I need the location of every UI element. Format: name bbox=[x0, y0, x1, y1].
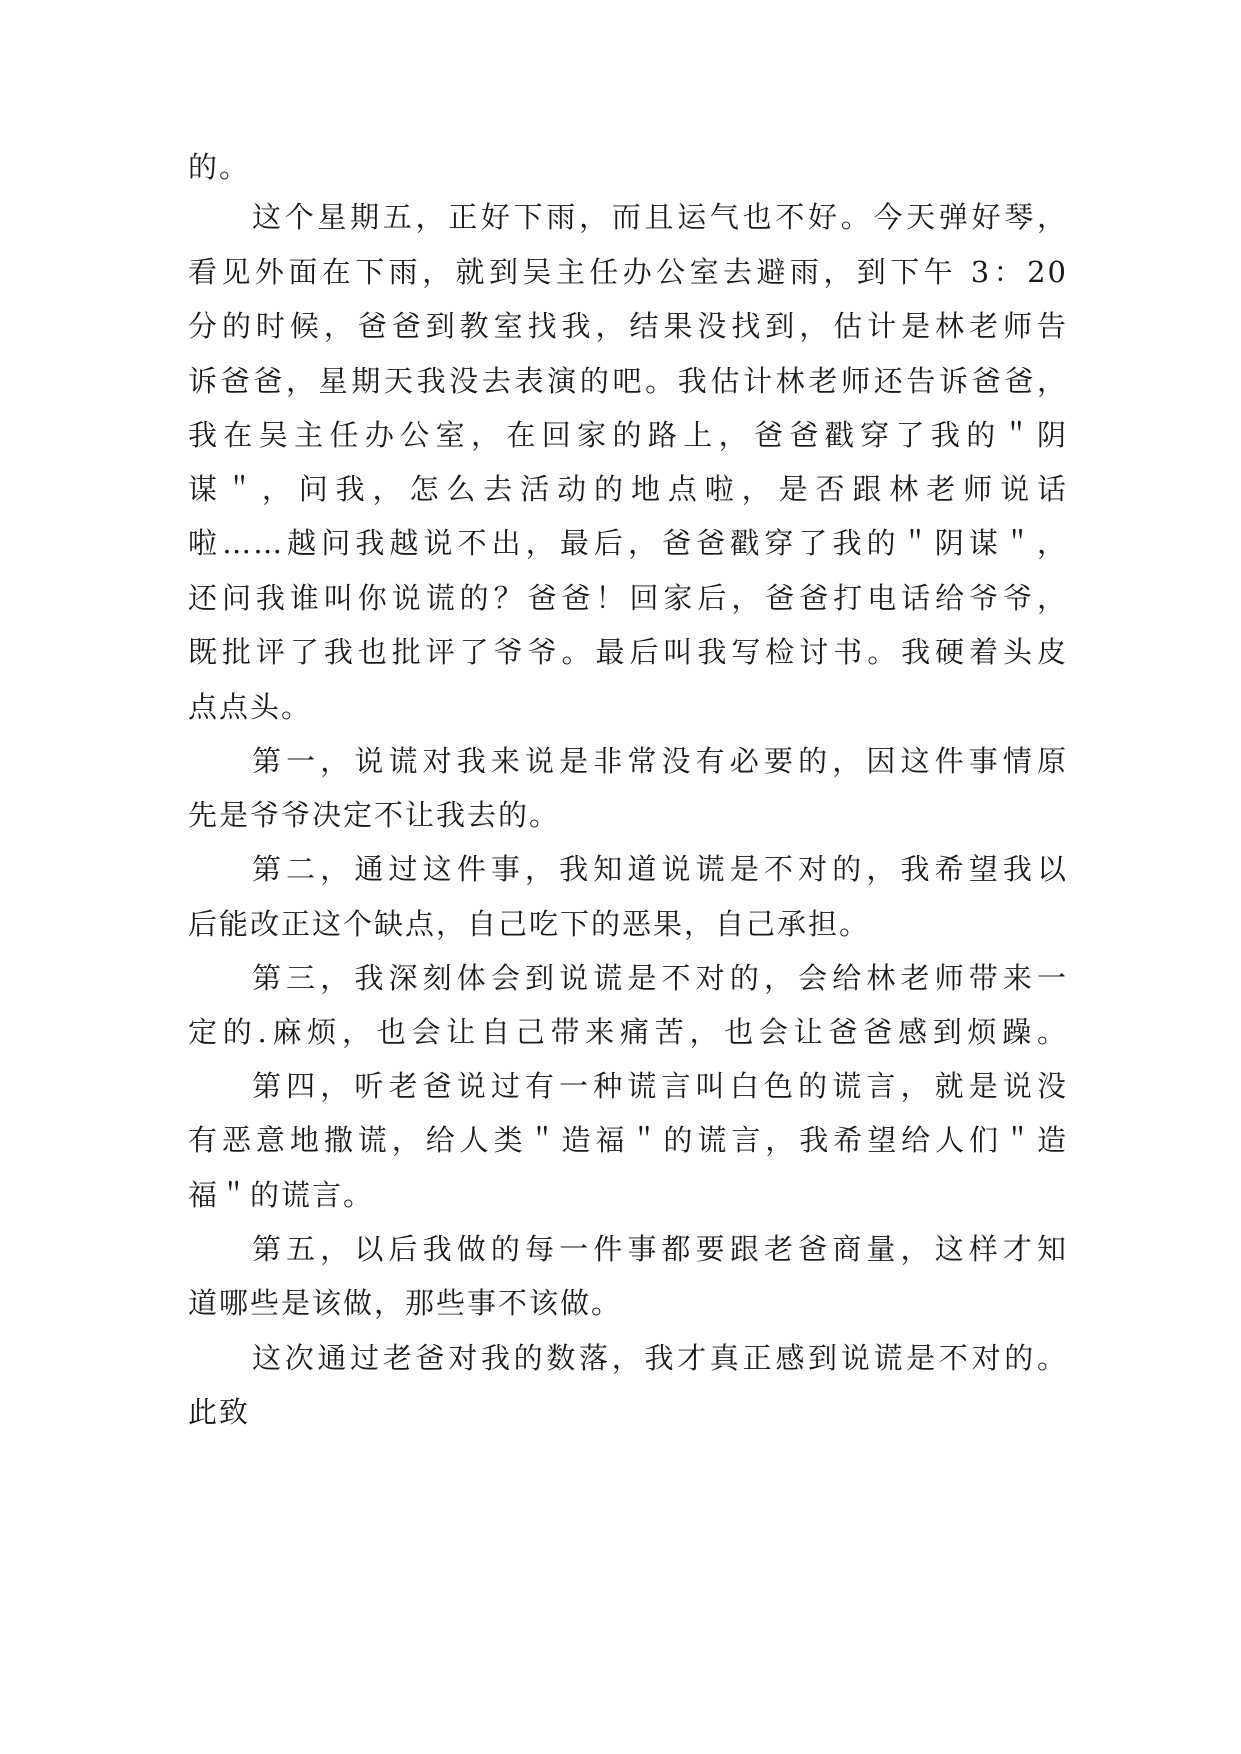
paragraph-first-line: 第三，我深刻体会到说谎是不对的，会给林老师带来一 bbox=[252, 961, 1068, 995]
text-line: 后能改正这个缺点，自己吃下的恶果，自己承担。 bbox=[188, 907, 871, 941]
text-line: 定的.麻烦，也会让自己带来痛苦，也会让爸爸感到烦躁。 bbox=[188, 1015, 1068, 1049]
paragraph-first-line: 这次通过老爸对我的数落，我才真正感到说谎是不对的。 bbox=[252, 1341, 1068, 1375]
paragraph-first-line: 第一，说谎对我来说是非常没有必要的，因这件事情原 bbox=[252, 744, 1068, 778]
paragraph-first-line: 第五，以后我做的每一件事都要跟老爸商量，这样才知 bbox=[252, 1232, 1068, 1266]
text-line: 看见外面在下雨，就到吴主任办公室去避雨，到下午 3：20 bbox=[188, 255, 1068, 289]
text-line: 还问我谁叫你说谎的？爸爸！回家后，爸爸打电话给爷爷， bbox=[188, 581, 1068, 615]
text-line: 谋＂，问我，怎么去活动的地点啦，是否跟林老师说话 bbox=[188, 472, 1068, 506]
text-line: 诉爸爸，星期天我没去表演的吧。我估计林老师还告诉爸爸， bbox=[188, 364, 1068, 398]
text-line: 有恶意地撒谎，给人类＂造福＂的谎言，我希望给人们＂造 bbox=[188, 1123, 1068, 1157]
text-line: 既批评了我也批评了爷爷。最后叫我写检讨书。我硬着头皮 bbox=[188, 635, 1068, 669]
paragraph-first-line: 这个星期五，正好下雨，而且运气也不好。今天弹好琴， bbox=[252, 200, 1068, 234]
text-line: 啦……越问我越说不出，最后，爸爸戳穿了我的＂阴谋＂， bbox=[188, 526, 1068, 560]
text-line: 分的时候，爸爸到教室找我，结果没找到，估计是林老师告 bbox=[188, 309, 1068, 343]
text-line: 点点头。 bbox=[188, 690, 313, 724]
paragraph-first-line: 第四，听老爸说过有一种谎言叫白色的谎言，就是说没 bbox=[252, 1069, 1068, 1103]
text-line: 道哪些是该做，那些事不该做。 bbox=[188, 1286, 623, 1320]
paragraph-first-line: 第二，通过这件事，我知道说谎是不对的，我希望我以 bbox=[252, 852, 1068, 886]
text-line: 福＂的谎言。 bbox=[188, 1178, 375, 1212]
text-line: 我在吴主任办公室，在回家的路上，爸爸戳穿了我的＂阴 bbox=[188, 418, 1068, 452]
text-line: 的。 bbox=[188, 150, 251, 184]
closing-salutation: 此致 bbox=[188, 1395, 251, 1429]
text-line: 先是爷爷决定不让我去的。 bbox=[188, 798, 561, 832]
